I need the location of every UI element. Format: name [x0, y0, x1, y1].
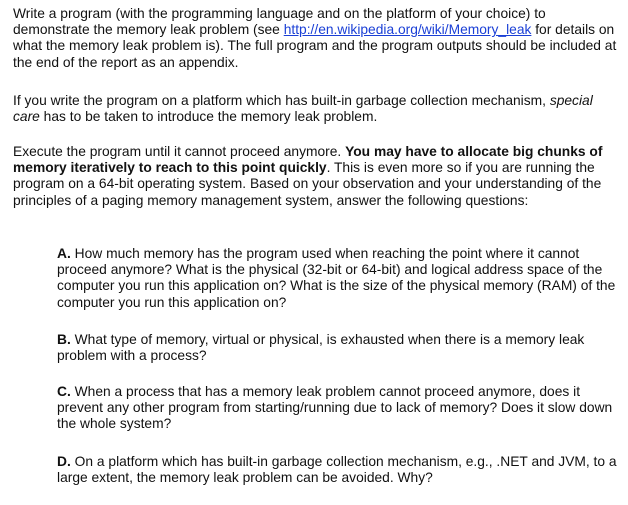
gc-note-emphasis: special care	[13, 93, 593, 125]
question-a	[57, 246, 619, 311]
intro-paragraph	[13, 6, 623, 71]
question-c-text: When a process that has a memory leak problem cannot proceed anymore, does it prevent any other program from starting/running due to lack of memory? Does it slow down the whole system?	[57, 384, 613, 432]
execute-text-2: . This is even more so if you are running the program on a 64-bit operating system. Based on your observation and your understanding of the principles of a paging memory management system, answer the following questions:	[13, 160, 602, 208]
question-c	[57, 384, 619, 433]
intro-text-1: Write a program (with the programming language and on the platform of your choice) to demonstrate the memory leak problem (see	[13, 6, 546, 38]
question-b	[57, 332, 619, 364]
gc-note-paragraph	[13, 93, 623, 125]
gc-note-text-1: If you write the program on a platform which has built-in garbage collection mechanism,	[13, 93, 550, 108]
intro-text-2: for details on what the memory leak problem is). The full program and the program outputs should be included at the end of the report as an appendix.	[13, 22, 617, 70]
question-c-label: C.	[57, 384, 71, 399]
question-d-text: On a platform which has built-in garbage collection mechanism, e.g., .NET and JVM, to a large extent, the memory leak problem can be avoided. Why?	[57, 454, 617, 486]
execute-bold-text: You may have to allocate big chunks of memory iteratively to reach to this point quickly	[13, 144, 603, 176]
memory-leak-wiki-link[interactable]: http://en.wikipedia.org/wiki/Memory_leak	[283, 22, 532, 38]
question-a-text: How much memory has the program used when reaching the point where it cannot proceed anymore? What is the physical (32-bit or 64-bit) and logical address space of the computer you run this application on? What is the size of the physical memory (RAM) of the computer you run this application on?	[57, 246, 616, 310]
gc-note-text-2: has to be taken to introduce the memory leak problem.	[39, 109, 378, 125]
execute-text-1: Execute the program until it cannot proceed anymore.	[13, 144, 346, 159]
question-b-text: What type of memory, virtual or physical, is exhausted when there is a memory leak problem with a process?	[57, 332, 585, 364]
question-a-label: A.	[57, 246, 71, 261]
question-b-label: B.	[57, 332, 71, 347]
question-d	[57, 454, 619, 486]
question-d-label: D.	[57, 454, 71, 469]
execute-paragraph	[13, 144, 623, 209]
